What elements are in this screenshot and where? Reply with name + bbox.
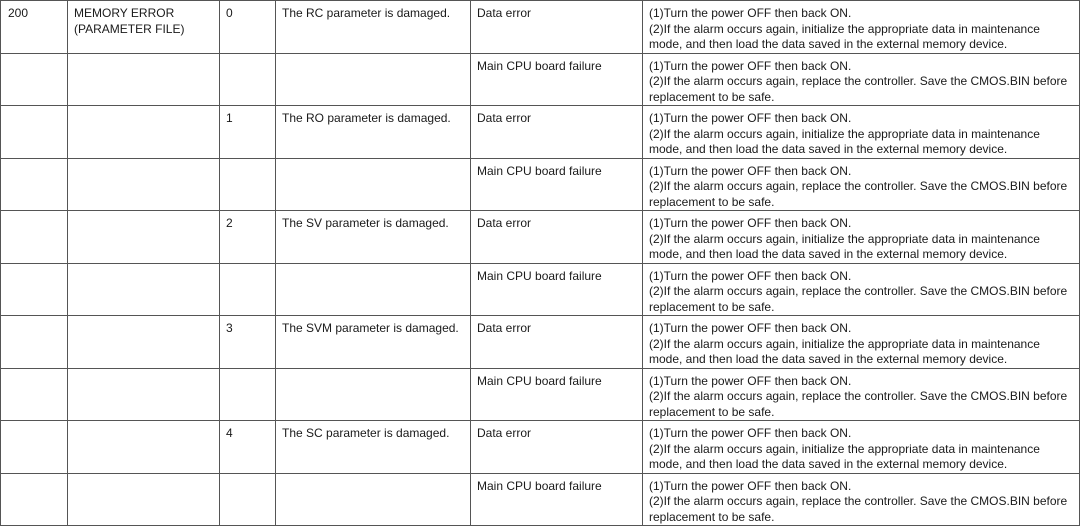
remedy-line: (2)If the alarm occurs again, replace the controller. Save the CMOS.BIN before [649, 74, 1068, 88]
alarm-code-cell [1, 368, 68, 421]
sub-code-cell [220, 106, 276, 159]
remedy-line: (1)Turn the power OFF then back ON. [649, 6, 852, 20]
remedy-line: (2)If the alarm occurs again, initialize the appropriate data in maintenance [649, 126, 1040, 141]
remedy-line: mode, and then load the data saved in the external memory device. [649, 247, 1008, 261]
sub-code-cell [220, 53, 276, 106]
remedy-line: replacement to be safe. [649, 89, 775, 104]
alarm-table-body [1, 1, 1080, 526]
cause-text: The SVM parameter is damaged. [282, 321, 459, 335]
table-row [1, 1, 1080, 54]
cause-cell [276, 316, 471, 369]
remedy-line: replacement to be safe. [649, 299, 775, 314]
cause-cell [276, 106, 471, 159]
sub-code-cell [220, 316, 276, 369]
detail-text: Main CPU board failure [477, 58, 602, 73]
alarm-message-cell [68, 316, 220, 369]
detail-text: Data error [477, 111, 532, 125]
detail-text: Data error [477, 216, 532, 230]
remedy-line: mode, and then load the data saved in the external memory device. [649, 352, 1008, 366]
alarm-code-cell [1, 211, 68, 264]
detail-cell [471, 368, 643, 421]
alarm-message-line: MEMORY ERROR [74, 6, 175, 20]
remedy-line: (1)Turn the power OFF then back ON. [649, 163, 852, 178]
detail-cell [471, 53, 643, 106]
remedy-cell [643, 473, 1080, 526]
remedy-line: replacement to be safe. [649, 509, 775, 524]
sub-code-cell [220, 421, 276, 474]
cause-cell [276, 263, 471, 316]
cause-cell [276, 53, 471, 106]
cause-cell [276, 421, 471, 474]
detail-text: Main CPU board failure [477, 478, 602, 493]
table-row [1, 316, 1080, 369]
cause-cell [276, 473, 471, 526]
remedy-line: replacement to be safe. [649, 404, 775, 419]
alarm-message-cell [68, 263, 220, 316]
remedy-line: mode, and then load the data saved in the external memory device. [649, 142, 1008, 156]
remedy-cell [643, 106, 1080, 159]
table-row [1, 211, 1080, 264]
sub-code: 1 [226, 111, 233, 125]
cause-cell [276, 1, 471, 54]
sub-code: 0 [226, 6, 233, 20]
cause-text: The SV parameter is damaged. [282, 216, 449, 230]
detail-text: Main CPU board failure [477, 268, 602, 283]
detail-text: Main CPU board failure [477, 163, 602, 178]
table-row [1, 473, 1080, 526]
alarm-message-cell [68, 473, 220, 526]
sub-code: 3 [226, 321, 233, 335]
remedy-line: (1)Turn the power OFF then back ON. [649, 216, 852, 230]
alarm-message-cell [68, 158, 220, 211]
alarm-code-cell [1, 53, 68, 106]
alarm-message-cell [68, 211, 220, 264]
remedy-cell [643, 421, 1080, 474]
detail-cell [471, 263, 643, 316]
alarm-message-line: (PARAMETER FILE) [74, 21, 185, 36]
table-row [1, 158, 1080, 211]
detail-cell [471, 158, 643, 211]
remedy-cell [643, 158, 1080, 211]
remedy-cell [643, 368, 1080, 421]
detail-text: Data error [477, 426, 532, 440]
sub-code-cell [220, 263, 276, 316]
table-row [1, 53, 1080, 106]
remedy-line: mode, and then load the data saved in the external memory device. [649, 37, 1008, 51]
cause-cell [276, 211, 471, 264]
alarm-code: 200 [8, 6, 29, 20]
remedy-cell [643, 316, 1080, 369]
cause-text: The RO parameter is damaged. [282, 111, 451, 125]
remedy-line: (1)Turn the power OFF then back ON. [649, 58, 852, 73]
sub-code-cell [220, 1, 276, 54]
remedy-line: (2)If the alarm occurs again, replace the controller. Save the CMOS.BIN before [649, 284, 1068, 298]
alarm-message-cell [68, 53, 220, 106]
detail-cell [471, 211, 643, 264]
sub-code: 4 [226, 426, 233, 440]
alarm-code-cell [1, 263, 68, 316]
remedy-cell [643, 53, 1080, 106]
table-row [1, 263, 1080, 316]
cause-text: The RC parameter is damaged. [282, 6, 451, 20]
sub-code-cell [220, 211, 276, 264]
sub-code-cell [220, 473, 276, 526]
alarm-code-cell [1, 473, 68, 526]
remedy-line: (2)If the alarm occurs again, initialize the appropriate data in maintenance [649, 441, 1040, 456]
remedy-cell [643, 211, 1080, 264]
remedy-cell [643, 263, 1080, 316]
detail-text: Data error [477, 321, 532, 335]
remedy-line: (2)If the alarm occurs again, replace the controller. Save the CMOS.BIN before [649, 389, 1068, 403]
remedy-line: (2)If the alarm occurs again, replace the controller. Save the CMOS.BIN before [649, 494, 1068, 508]
remedy-line: (1)Turn the power OFF then back ON. [649, 268, 852, 283]
alarm-code-cell [1, 421, 68, 474]
detail-cell [471, 316, 643, 369]
remedy-line: (1)Turn the power OFF then back ON. [649, 478, 852, 493]
remedy-line: (1)Turn the power OFF then back ON. [649, 321, 852, 335]
remedy-line: (2)If the alarm occurs again, initialize the appropriate data in maintenance [649, 21, 1040, 36]
sub-code-cell [220, 158, 276, 211]
alarm-code-cell [1, 1, 68, 54]
alarm-message-cell [68, 421, 220, 474]
remedy-line: (2)If the alarm occurs again, initialize the appropriate data in maintenance [649, 336, 1040, 351]
alarm-code-cell [1, 316, 68, 369]
cause-cell [276, 158, 471, 211]
detail-cell [471, 1, 643, 54]
remedy-line: replacement to be safe. [649, 194, 775, 209]
sub-code-cell [220, 368, 276, 421]
remedy-line: (1)Turn the power OFF then back ON. [649, 111, 852, 125]
detail-text: Main CPU board failure [477, 373, 602, 388]
alarm-message-cell [68, 368, 220, 421]
table-row [1, 368, 1080, 421]
cause-cell [276, 368, 471, 421]
detail-text: Data error [477, 6, 532, 20]
alarm-message-cell [68, 1, 220, 54]
alarm-code-cell [1, 106, 68, 159]
table-row [1, 106, 1080, 159]
alarm-message-cell [68, 106, 220, 159]
remedy-cell [643, 1, 1080, 54]
cause-text: The SC parameter is damaged. [282, 426, 450, 440]
sub-code: 2 [226, 216, 233, 230]
table-row [1, 421, 1080, 474]
remedy-line: mode, and then load the data saved in the external memory device. [649, 457, 1008, 471]
remedy-line: (2)If the alarm occurs again, initialize the appropriate data in maintenance [649, 231, 1040, 246]
detail-cell [471, 473, 643, 526]
detail-cell [471, 421, 643, 474]
detail-cell [471, 106, 643, 159]
remedy-line: (2)If the alarm occurs again, replace the controller. Save the CMOS.BIN before [649, 179, 1068, 193]
remedy-line: (1)Turn the power OFF then back ON. [649, 373, 852, 388]
remedy-line: (1)Turn the power OFF then back ON. [649, 426, 852, 440]
alarm-code-cell [1, 158, 68, 211]
